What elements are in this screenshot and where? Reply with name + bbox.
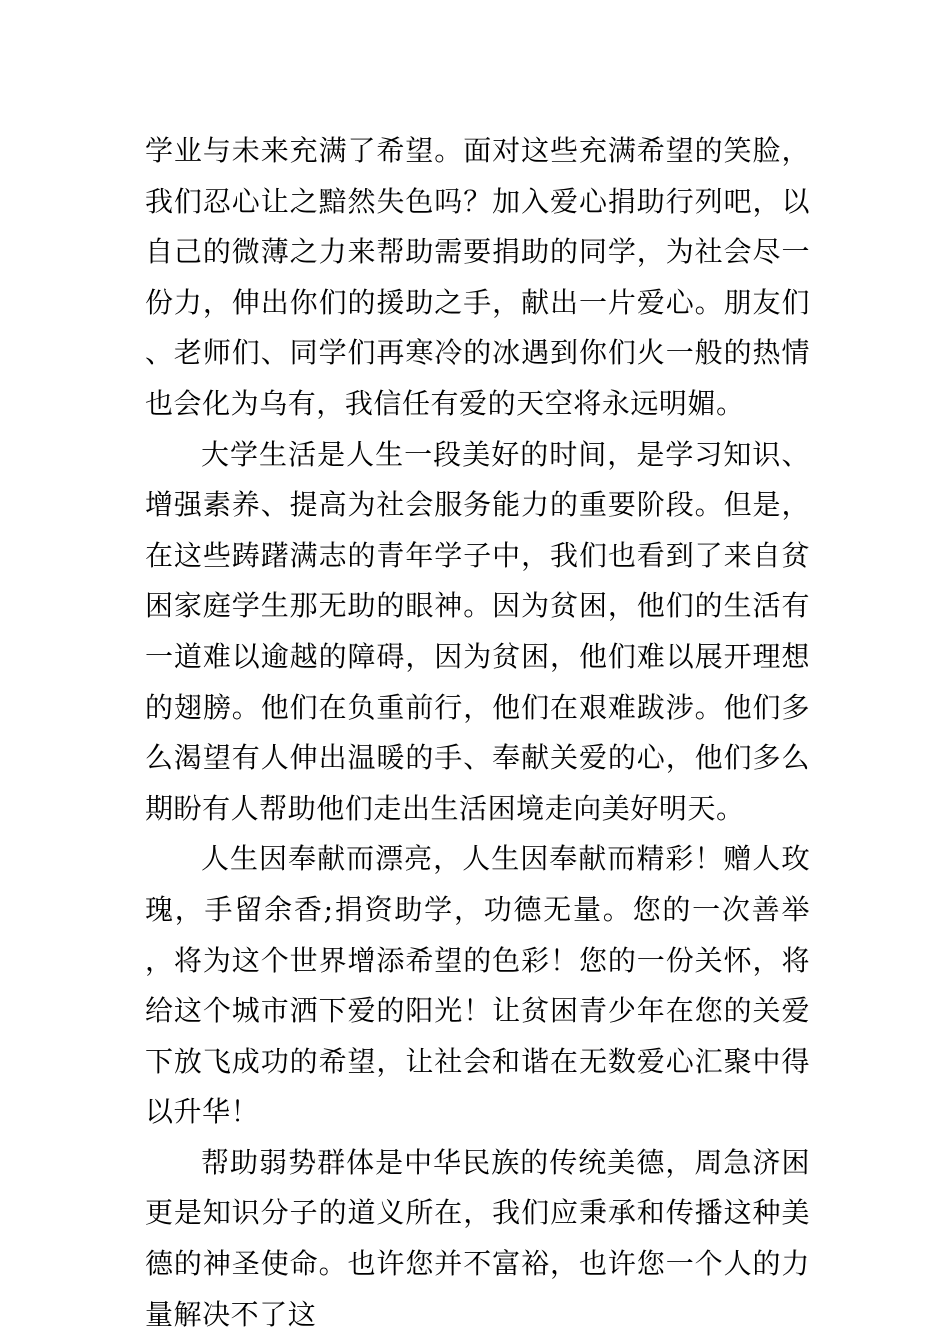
paragraph-2: 大学生活是人生一段美好的时间，是学习知识、增强素养、提高为社会服务能力的重要阶段。但是，在这些踌躇满志的青年学子中，我们也看到了来自贫困家庭学生那无助的眼神。因为贫困，他们的生活有一道难以逾越的障碍，因为贫困，他们难以展开理想的翅膀。他们在负重前行，他们在艰难跋涉。他们多么渴望有人伸出温暖的手、奉献关爱的心，他们多么期盼有人帮助他们走出生活困境走向美好明天。 xyxy=(145,437,810,825)
paragraph-4: 帮助弱势群体是中华民族的传统美德，周急济困更是知识分子的道义所在，我们应秉承和传播这种美德的神圣使命。也许您并不富裕，也许您一个人的力量解决不了这 xyxy=(145,1145,810,1331)
document-body xyxy=(145,126,810,1340)
paragraph-3: 人生因奉献而漂亮，人生因奉献而精彩！赠人玫瑰，手留余香;捐资助学，功德无量。您的一次善举，将为这个世界增添希望的色彩！您的一份关怀，将给这个城市洒下爱的阳光！让贫困青少年在您的关爱下放飞成功的希望，让社会和谐在无数爱心汇聚中得以升华！ xyxy=(145,842,810,1129)
paragraph-1: 学业与未来充满了希望。面对这些充满希望的笑脸，我们忍心让之黯然失色吗？加入爱心捐助行列吧，以自己的微薄之力来帮助需要捐助的同学，为社会尽一份力，伸出你们的援助之手，献出一片爱心。朋友们、老师们、同学们再寒冷的冰遇到你们火一般的热情也会化为乌有，我信任有爱的天空将永远明媚。 xyxy=(145,134,810,420)
